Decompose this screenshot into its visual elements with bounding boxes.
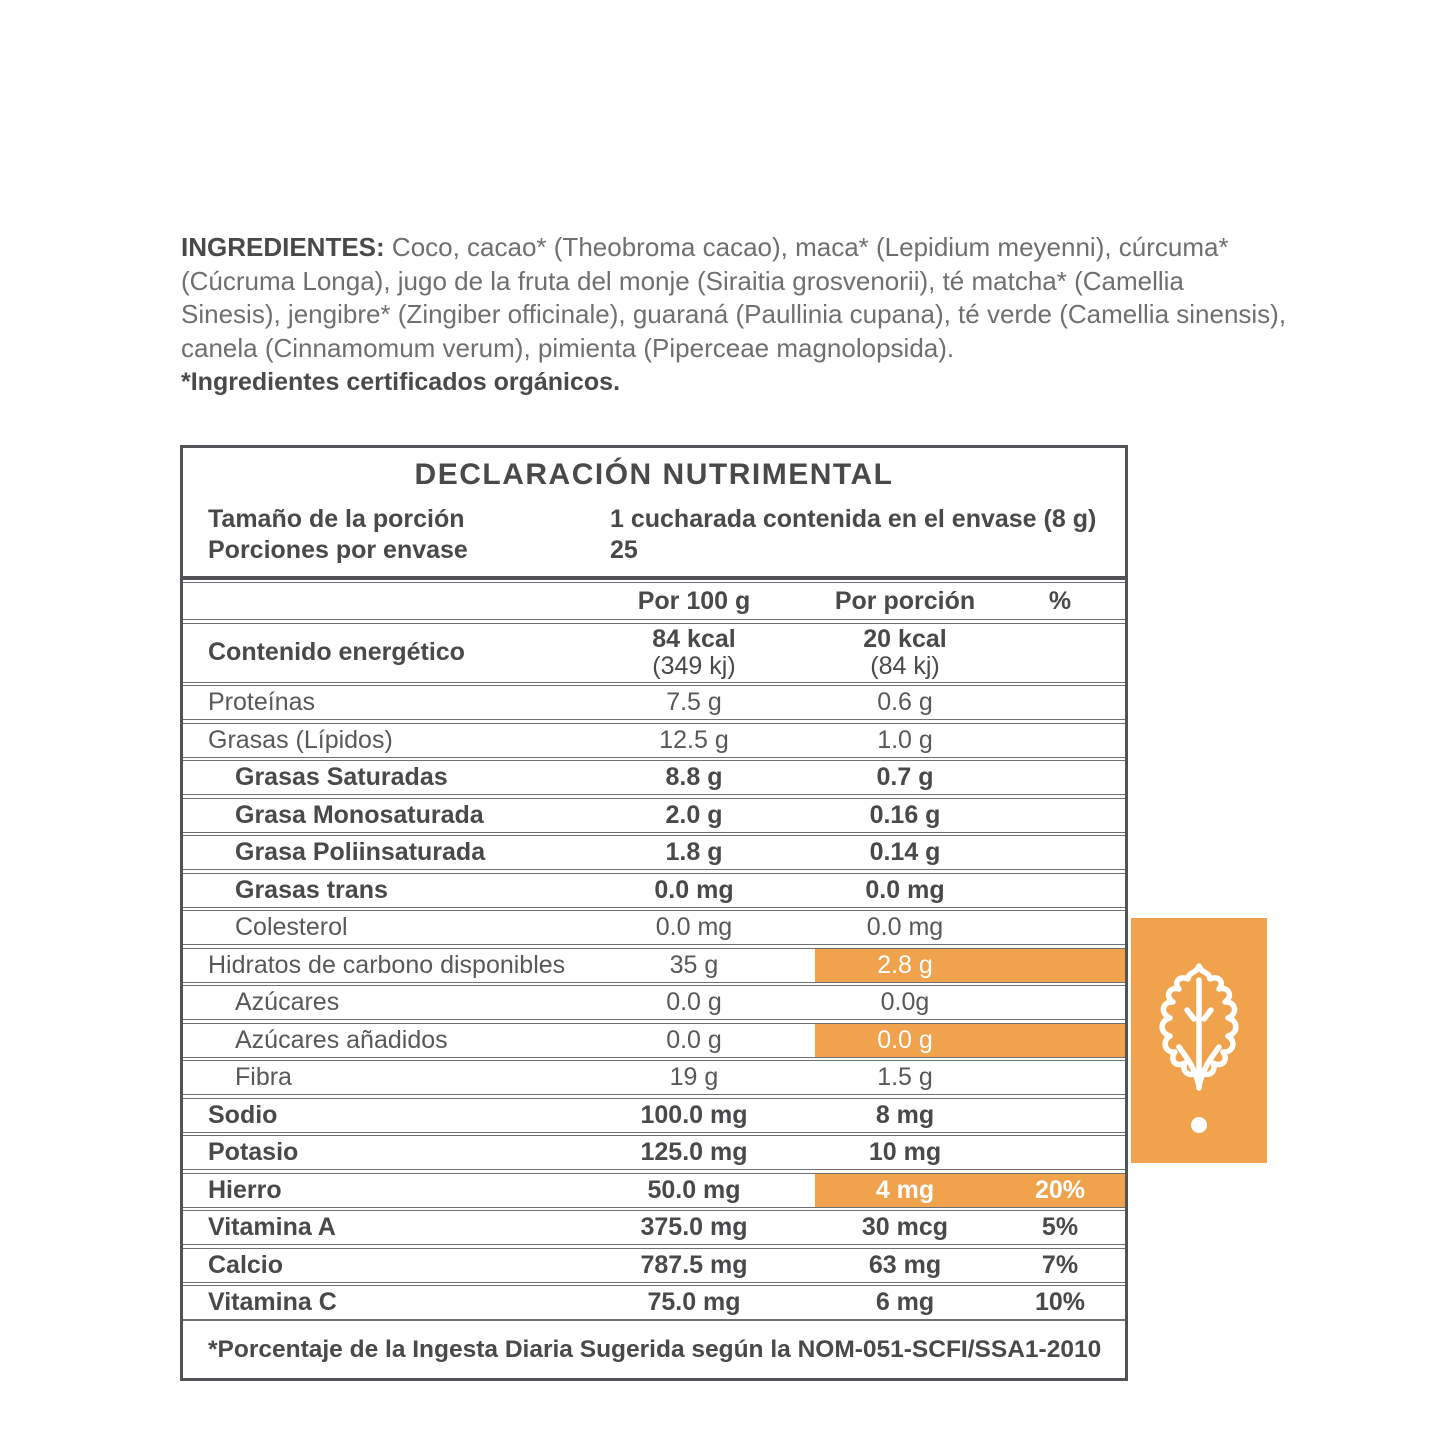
nutrient-label: [183, 799, 573, 832]
per-100g-value: 125.0 mg: [640, 1138, 748, 1166]
pct-value: [995, 799, 1125, 832]
pct-value: [995, 624, 1125, 682]
nutrient-row: [183, 1210, 1125, 1245]
pct-value: [995, 949, 1125, 982]
nutrient-label: [183, 1024, 573, 1057]
per-100g-value: 12.5 g: [659, 725, 729, 754]
serving-size-value: 1 cucharada contenida en el envase (8 g): [610, 505, 1097, 533]
nutrient-label: [183, 874, 573, 907]
pct-value: [995, 874, 1125, 907]
nutrient-label-text: Colesterol: [235, 913, 348, 941]
nutrient-row: [183, 910, 1125, 945]
pct-value: [995, 1136, 1125, 1169]
per-100g-value: 8.8 g: [665, 763, 723, 791]
column-header-per-serving: Por porción: [834, 586, 976, 615]
oak-leaf-icon: [1131, 918, 1267, 1163]
column-header-percent: %: [1048, 586, 1072, 615]
pct-value: [995, 1099, 1125, 1132]
per-serving-value: 0.0 mg: [865, 875, 945, 904]
per-100g-value: 787.5 mg: [640, 1250, 748, 1279]
per-100g-value: 0.0 g: [666, 988, 722, 1016]
nutrient-label-text: Hidratos de carbono disponibles: [208, 950, 566, 979]
nutrient-label-text: Azúcares: [235, 988, 340, 1016]
per-serving-value: 8 mg: [875, 1100, 935, 1129]
nutrient-label: [183, 836, 573, 869]
nutrient-label: [183, 949, 573, 982]
nutrient-label: [183, 1174, 573, 1207]
nutrient-label-text: Vitamina C: [208, 1288, 337, 1316]
nutrient-label-text: Proteínas: [208, 688, 316, 716]
per-100g-value: 7.5 g: [666, 688, 722, 716]
nutrient-row: [183, 948, 1125, 983]
serving-info: [183, 502, 1125, 580]
pct-value: [995, 1061, 1125, 1094]
per-serving-value: 0.14 g: [869, 838, 941, 866]
nutrient-label-text: Grasa Poliinsaturada: [235, 838, 486, 866]
pct-value: 5%: [1041, 1213, 1079, 1241]
table-title: DECLARACIÓN NUTRIMENTAL: [414, 458, 894, 491]
per-serving-value: 0.0 mg: [866, 913, 944, 941]
nutrient-label: [183, 1099, 573, 1132]
nutrient-label-text: Grasa Monosaturada: [235, 800, 484, 829]
nutrient-label: [183, 686, 573, 719]
ingredients-paragraph: [181, 231, 1287, 400]
nutrient-label-text: Sodio: [208, 1100, 278, 1129]
ingredients-text: Coco, cacao* (Theobroma cacao), maca* (Lepidium meyenni), cúrcuma* (Cúcruma Longa), jugo de la fruta del monje (Siraitia grosvenorii), té matcha* (Camellia Sinesis), jengibre* (Zingiber officinale), guaraná (Paullinia cupana), té verde (Camellia sinensis), canela (Cinnamomum verum), pimienta (Piperceae magnolopsida).: [181, 232, 1287, 363]
nutrient-label-text: Calcio: [208, 1250, 284, 1279]
per-serving-value: 0.7 g: [876, 763, 934, 791]
per-serving-value: 30 mcg: [861, 1213, 949, 1241]
nutrient-label-text: Grasas trans: [235, 875, 388, 904]
per-100g-value: 19 g: [669, 1063, 719, 1091]
per-100g-value: 35 g: [669, 950, 719, 979]
per-serving-value: 63 mg: [868, 1250, 942, 1279]
pct-value: 7%: [1041, 1250, 1079, 1279]
per-serving-value: 4 mg: [815, 1174, 995, 1207]
pct-value: [995, 761, 1125, 794]
column-header-row: [183, 582, 1125, 620]
pct-value: [995, 724, 1125, 757]
nutrient-label: [183, 624, 573, 682]
per-serving-value: 1.5 g: [877, 1063, 933, 1091]
pct-value: [995, 911, 1125, 944]
nutrient-label-text: Grasas (Lípidos): [208, 725, 393, 754]
nutrient-row: [183, 1023, 1125, 1058]
per-100g-value: 1.8 g: [665, 838, 723, 866]
nutrition-table: [180, 445, 1128, 1381]
per-serving-value: 1.0 g: [877, 725, 933, 754]
ingredients-label: INGREDIENTES:: [181, 232, 385, 262]
accent-panel: [1131, 918, 1267, 1163]
pct-value: [995, 1024, 1125, 1057]
per-100g-value: 2.0 g: [665, 800, 723, 829]
nutrient-label: [183, 1211, 573, 1244]
nutrient-row: [183, 873, 1125, 908]
nutrient-row: [183, 1285, 1125, 1320]
nutrient-label: [183, 1286, 573, 1319]
nutrient-label-text: Potasio: [208, 1138, 299, 1166]
nutrient-row: [183, 1098, 1125, 1133]
nutrient-label: [183, 724, 573, 757]
column-header-per-100g: Por 100 g: [637, 586, 751, 615]
per-100g-value: 0.0 mg: [654, 875, 734, 904]
pct-value: [995, 686, 1125, 719]
nutrient-row: [183, 835, 1125, 870]
per-100g-value: 0.0 mg: [655, 913, 733, 941]
per-serving-value: 0.6 g: [877, 688, 933, 716]
servings-per-container-row: [183, 535, 1125, 566]
pct-value: [995, 986, 1125, 1019]
nutrient-row: [183, 1135, 1125, 1170]
nutrient-label: [183, 911, 573, 944]
pct-value: 10%: [1034, 1288, 1086, 1316]
nutrient-label: [183, 1136, 573, 1169]
per-100g-value: 0.0 g: [666, 1025, 722, 1054]
per-100g-value: 50.0 mg: [647, 1175, 741, 1204]
per-100g-value: 100.0 mg: [640, 1100, 748, 1129]
per-serving-value: 6 mg: [875, 1288, 935, 1316]
nutrient-label-text: Azúcares añadidos: [235, 1025, 448, 1054]
ingredients-footnote: *Ingredientes certificados orgánicos.: [181, 368, 621, 396]
nutrient-row: [183, 760, 1125, 795]
servings-per-container-value: 25: [610, 536, 638, 564]
serving-size-label: Tamaño de la porción: [208, 505, 465, 533]
nutrient-row: [183, 623, 1125, 683]
per-100g-value: 84 kcal (349 kj): [652, 624, 736, 680]
per-100g-value: 75.0 mg: [647, 1288, 741, 1316]
per-serving-value: 0.16 g: [869, 800, 941, 829]
nutrient-row: [183, 798, 1125, 833]
nutrient-row: [183, 1173, 1125, 1208]
nutrient-label-text: Vitamina A: [208, 1213, 336, 1241]
nutrient-label-text: Contenido energético: [208, 638, 465, 666]
nutrient-row: [183, 723, 1125, 758]
pct-value: [995, 836, 1125, 869]
nutrient-row: [183, 1060, 1125, 1095]
per-serving-value: 10 mg: [868, 1138, 942, 1166]
per-100g-value: 375.0 mg: [640, 1213, 748, 1241]
nutrient-label-text: Grasas Saturadas: [235, 763, 448, 791]
nutrient-label-text: Fibra: [235, 1063, 292, 1091]
nutrient-label: [183, 986, 573, 1019]
nutrient-row: [183, 985, 1125, 1020]
serving-size-row: [183, 504, 1125, 535]
nutrient-label: [183, 761, 573, 794]
servings-per-container-label: Porciones por envase: [208, 536, 468, 564]
nutrient-label: [183, 1061, 573, 1094]
nutrient-row: [183, 1248, 1125, 1283]
column-header-spacer: [183, 583, 573, 619]
nutrient-label: [183, 1249, 573, 1282]
table-footnote: *Porcentaje de la Ingesta Diaria Sugerida según la NOM-051-SCFI/SSA1-2010: [183, 1320, 1125, 1378]
per-serving-value: 2.8 g: [815, 949, 995, 982]
per-serving-value: 20 kcal (84 kj): [863, 624, 947, 680]
per-serving-value: 0.0 g: [815, 1024, 995, 1057]
nutrient-row: [183, 685, 1125, 720]
per-serving-value: 0.0g: [880, 988, 930, 1016]
pct-value: 20%: [995, 1174, 1125, 1207]
nutrient-label-text: Hierro: [208, 1175, 282, 1204]
nutrient-rows: [183, 623, 1125, 1321]
